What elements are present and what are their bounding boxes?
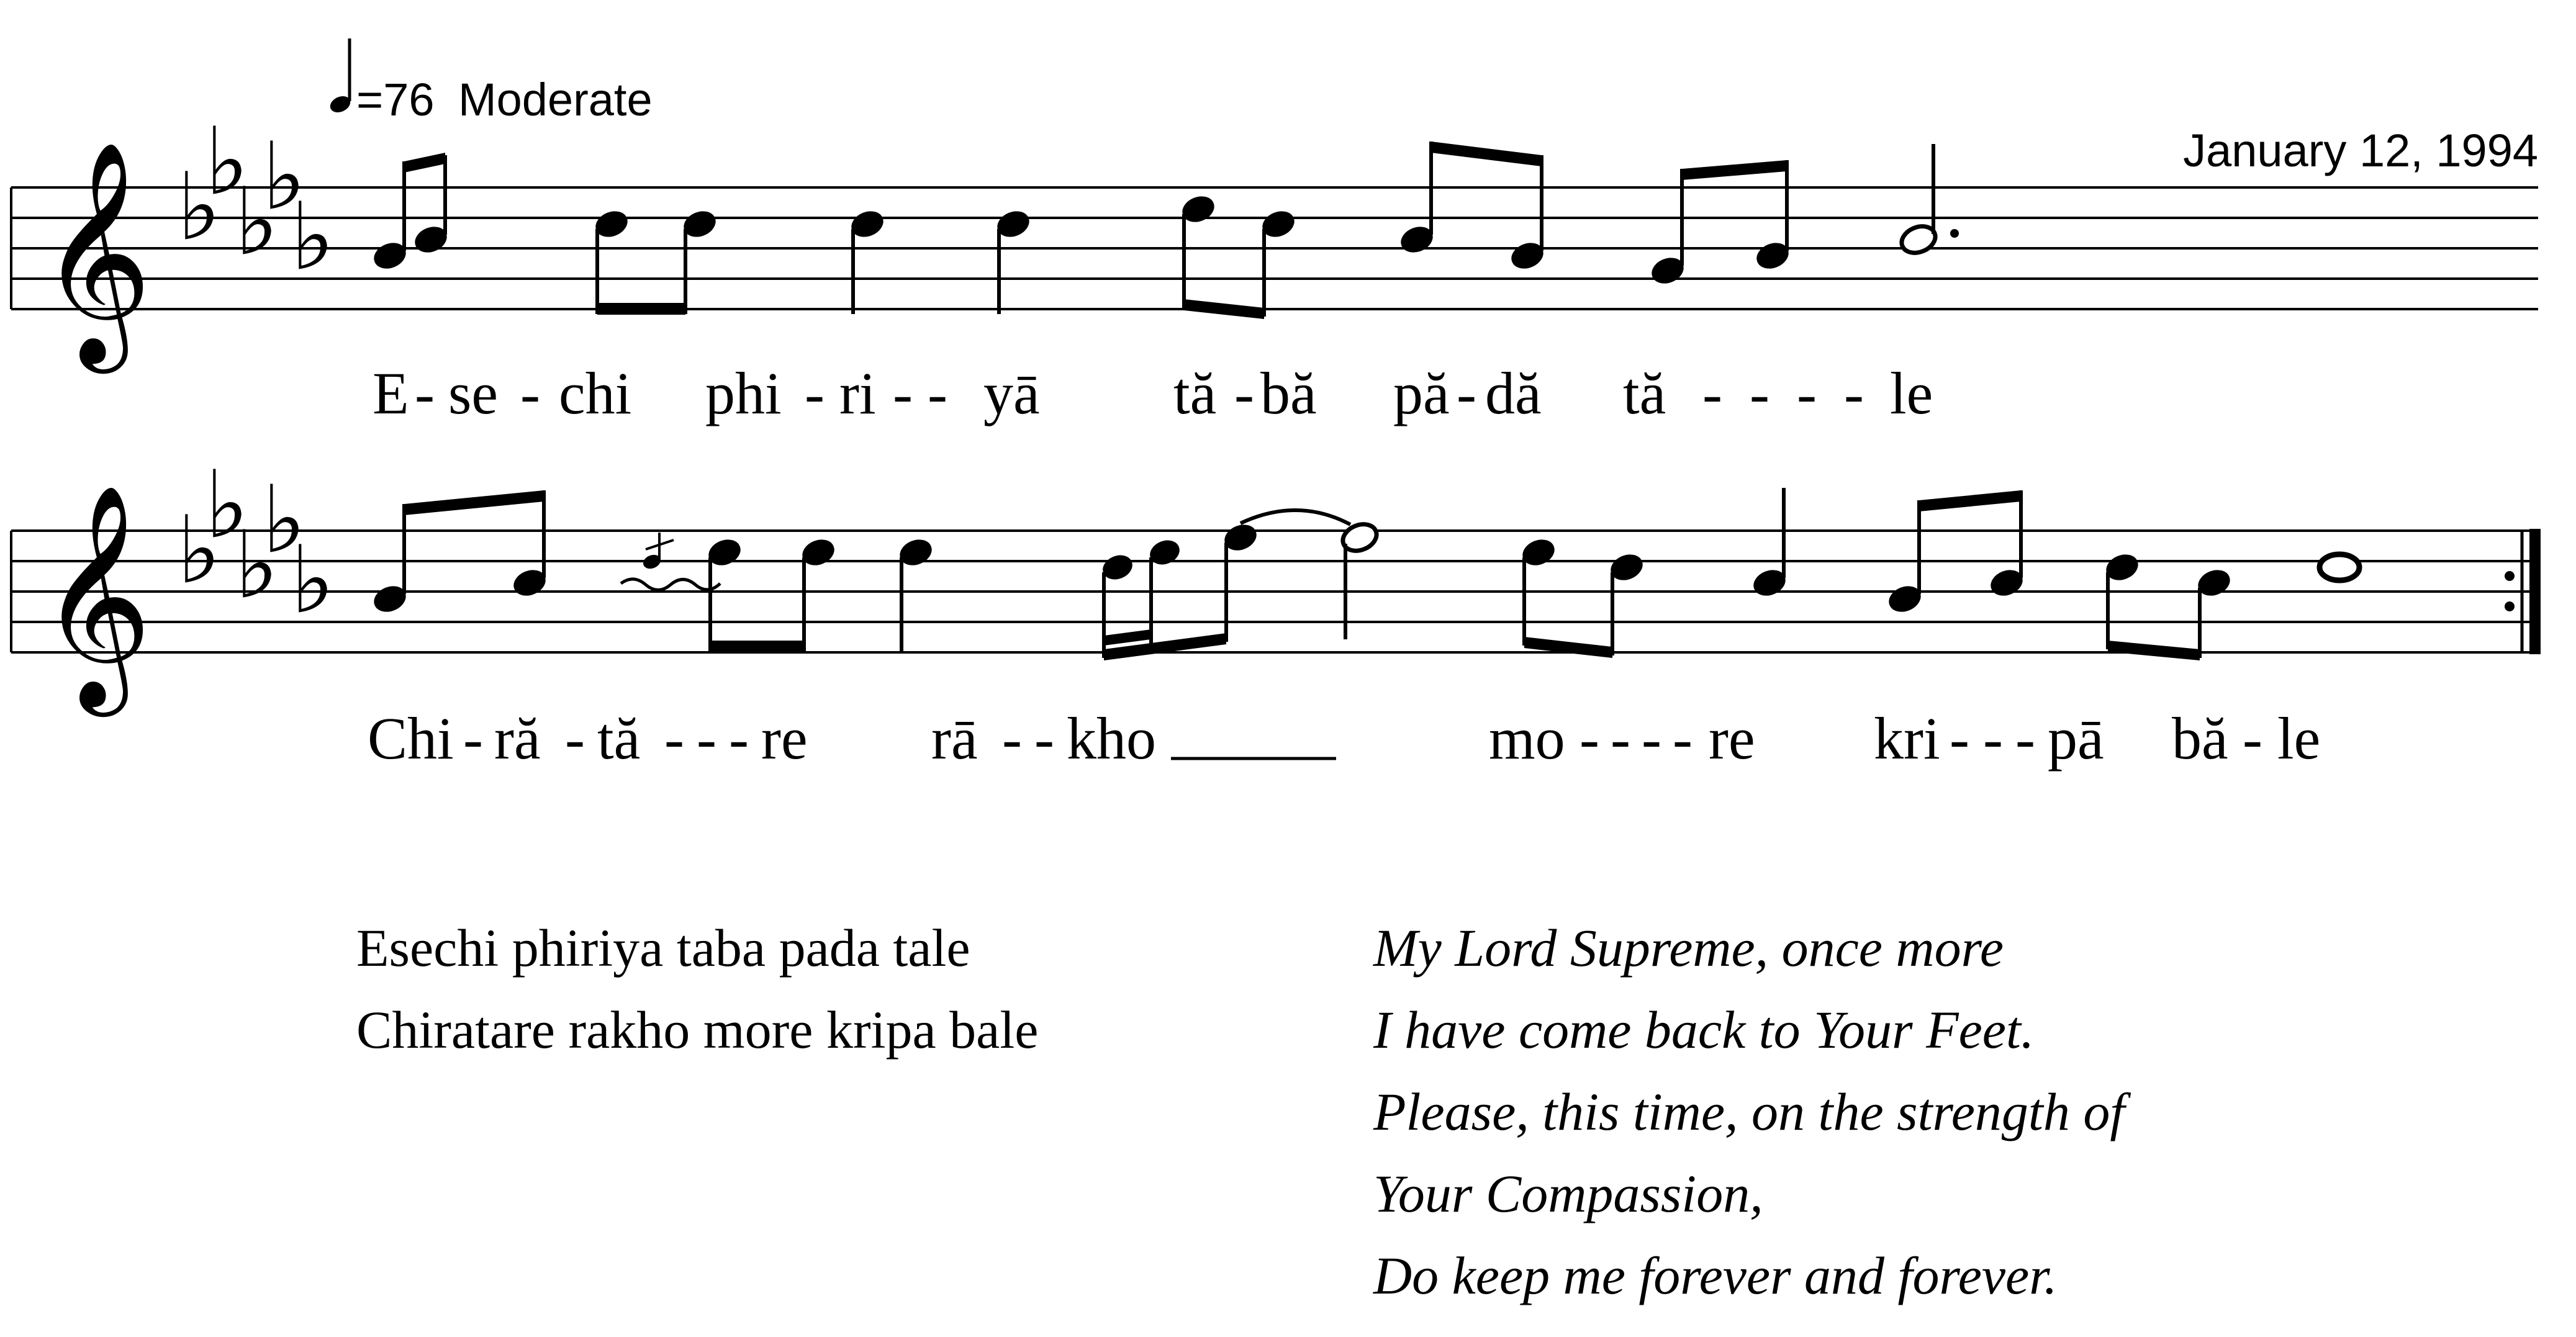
svg-text:-: -: [729, 705, 749, 772]
svg-text:-: -: [1034, 705, 1054, 772]
svg-text:se: se: [448, 360, 498, 426]
svg-text:le: le: [2277, 705, 2321, 772]
svg-text:ră: ră: [494, 705, 541, 772]
svg-text:-: -: [1983, 705, 2003, 772]
notes: [371, 142, 1959, 319]
svg-text:♭: ♭: [262, 126, 306, 229]
svg-text:-: -: [1234, 360, 1254, 426]
svg-text:kri: kri: [1874, 705, 1940, 772]
svg-text:-: -: [805, 360, 825, 426]
svg-text:kho: kho: [1067, 705, 1156, 772]
lyrics-line-1: [373, 360, 1933, 426]
svg-text:-: -: [697, 705, 716, 772]
svg-text:-: -: [1642, 705, 1661, 772]
svg-text:-: -: [1457, 360, 1476, 426]
svg-text:-: -: [664, 705, 684, 772]
svg-text:-: -: [2243, 705, 2262, 772]
svg-text:re: re: [1709, 705, 1755, 772]
svg-text:-: -: [2015, 705, 2035, 772]
lyrics-line-2: [368, 705, 2320, 772]
transliteration: [356, 918, 1038, 1060]
translation-line-4: Your Compassion,: [1373, 1164, 1763, 1223]
svg-text:♭: ♭: [205, 454, 249, 557]
svg-text:-: -: [1797, 360, 1817, 426]
svg-text:rā: rā: [931, 705, 978, 772]
svg-text:-: -: [1673, 705, 1692, 772]
svg-text:-: -: [520, 360, 540, 426]
svg-text:tă: tă: [597, 705, 641, 772]
svg-text:tă: tă: [1623, 360, 1666, 426]
svg-text:E: E: [373, 360, 409, 426]
svg-text:pā: pā: [2048, 705, 2104, 772]
svg-text:♭: ♭: [205, 111, 249, 214]
translation-line-5: Do keep me forever and forever.: [1373, 1246, 2058, 1305]
tempo-marking: [328, 38, 653, 125]
composition-date: January 12, 1994: [2183, 125, 2538, 176]
translation-line-1: My Lord Supreme, once more: [1373, 918, 2004, 978]
svg-text:yā: yā: [983, 360, 1040, 426]
svg-text:-: -: [415, 360, 435, 426]
svg-text:-: -: [1750, 360, 1769, 426]
translation: [1372, 918, 2131, 1305]
svg-text:-: -: [1002, 705, 1022, 772]
svg-text:mo: mo: [1489, 705, 1565, 772]
svg-text:bă: bă: [1260, 360, 1317, 426]
svg-text:re: re: [761, 705, 808, 772]
svg-text:-: -: [565, 705, 585, 772]
svg-text:-: -: [1611, 705, 1630, 772]
svg-text:♭: ♭: [235, 515, 279, 618]
svg-text:♭: ♭: [291, 186, 335, 289]
treble-clef-icon: 𝄞: [38, 147, 153, 360]
svg-text:-: -: [1579, 705, 1599, 772]
svg-text:phi: phi: [705, 360, 782, 426]
svg-text:♭: ♭: [177, 500, 221, 603]
svg-text:chi: chi: [559, 360, 632, 426]
svg-text:pă: pă: [1393, 360, 1450, 426]
svg-text:♭: ♭: [262, 469, 306, 572]
svg-text:Chi: Chi: [368, 705, 454, 772]
tempo-value: =76: [356, 74, 435, 125]
key-signature-flats: [177, 111, 335, 289]
treble-clef-icon: 𝄞: [38, 490, 153, 703]
svg-text:-: -: [893, 360, 913, 426]
staff-system-2: [11, 454, 2541, 772]
key-signature-flats: [177, 454, 335, 632]
svg-text:-: -: [1950, 705, 1969, 772]
svg-text:dă: dă: [1485, 360, 1542, 426]
transliteration-line-2: Chiratare rakho more kripa bale: [356, 1000, 1039, 1060]
svg-text:-: -: [928, 360, 947, 426]
translation-line-3: Please, this time, on the strength of: [1373, 1082, 2125, 1141]
staff-system-1: [11, 111, 2538, 426]
svg-text:bă: bă: [2172, 705, 2228, 772]
svg-text:tă: tă: [1173, 360, 1217, 426]
notes: [371, 488, 2541, 660]
svg-text:-: -: [1702, 360, 1722, 426]
svg-text:-: -: [463, 705, 483, 772]
transliteration-line-1: Esechi phiriya taba pada tale: [356, 918, 970, 978]
svg-text:♭: ♭: [291, 529, 335, 632]
tempo-label: Moderate: [458, 74, 653, 125]
svg-text:-: -: [1844, 360, 1864, 426]
translation-line-2: I have come back to Your Feet.: [1373, 1000, 2035, 1060]
svg-text:♭: ♭: [177, 156, 221, 259]
svg-text:♭: ♭: [235, 171, 279, 274]
svg-text:ri: ri: [839, 360, 876, 426]
svg-text:le: le: [1890, 360, 1933, 426]
